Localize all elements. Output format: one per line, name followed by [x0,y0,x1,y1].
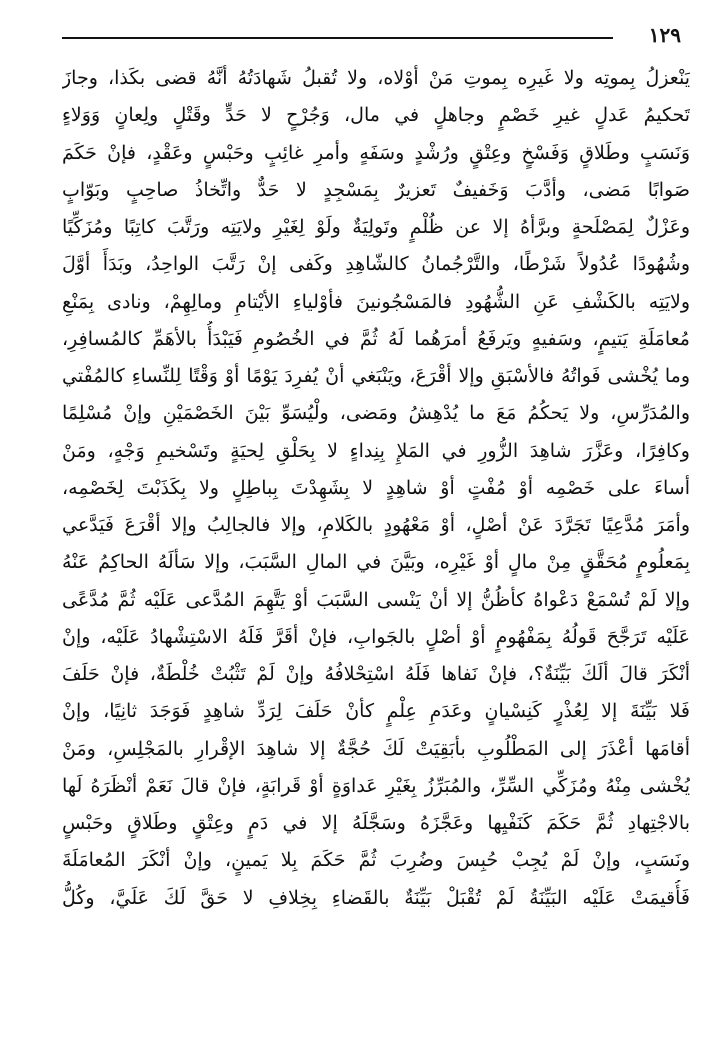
text-line: عَلَيْه تَرَجَّحَ قَولُهُ بِمَفْهُومٍ أوْ أصْلٍ بالجَوابِ، فإنْ أقَرَّ فَلَهُ الاسْتِشْهادُ عَلَيْه، وإنْ [62,625,690,648]
body-text [62,60,690,917]
text-line: تَحكيمُ عَدلٍ غيرِ خَصْمٍ وجاهلٍ في مال، وَجُرْحٍ لا حَدٍّ وقَتْلٍ ولِعانٍ وَوَلاءٍ [62,104,690,127]
text-line: وكافِرًا، وعَزَّرَ شاهِدَ الزُّورِ في المَلإِ بِنِداءٍ لا بِحَلْقِ لِحيَةٍ وتَسْخيمِ وَجْهٍ، ومَنْ [62,439,690,462]
text-line: وأمَرَ مُدَّعِيًا تَجَرَّدَ عَنْ أصْلٍ، أوْ مَعْهُودٍ بالكَلامِ، وإلا فالجالِبُ وإلا أقْرَعَ فَيَدَّعي [62,514,690,536]
text-line: وعَزْلٌ لِمَصْلَحةٍ وبرَّأهُ إلا عن ظُلْمٍ وتَولِيَةٌ ولَوْ لِغَيْرِ ولايَتِه ورَتَّبَ كاتِبًا ومُزَكِّيًا [62,216,690,238]
text-line: أقامَها أعْذَرَ إلى المَطْلُوبِ بأبَقِيَتْ لَكَ حُجَّةٌ إلا شاهِدَ الإقْرارِ بالمَجْلِسِ، ومَنْ [62,737,690,760]
text-line: أنْكَرَ قالَ ألَكَ بَيِّنَةٌ؟، فإنْ نَفاها فَلَهُ اسْتِحْلافُهُ وإنْ لَمْ تَثْبُتْ خُلْطَةٌ، فإنْ حَلَفَ [62,663,690,685]
text-line: وَنَسَبٍ وطَلاقٍ وَفَسْخٍ وعِتْقٍ ورُشْدٍ وسَفَهٍ وأمرِ غائِبٍ وحَبْسٍ وعَقْدٍ، فإنْ حَكَمَ [62,141,690,164]
text-line: وشُهُودًا عُدُولاً شَرْطًا، والتَّرْجُمانُ كالشّاهِدِ وكَفى إنْ رَتَّبَ الواحِدُ، وبَدَأَ أوَّلَ [62,253,690,276]
text-line: بِمَعلُومٍ مُحَقَّقٍ مِنْ مالٍ أوْ غَيْرِه، وبَيَّنَ في المالِ السَّبَبَ، وإلا سَألَهُ الحاكِمُ عَنْهُ [62,551,690,574]
text-line: يَنْعزلُ بِموتِه ولا غَيرِه بِموتِ مَنْ أوْلاه، ولا تُقبلُ شَهادَتُهُ أنَّهُ قضى بكَذا، وجازَ [62,67,690,89]
text-line: فَأُقيمَتْ عَلَيْه البَيِّنَةُ لَمْ تُقْبَلْ بَيِّنَةٌ بالقَضاءِ بِخِلافِ لا حَقَّ لَكَ عَلَيَّ، وكُلُّ [62,886,690,909]
text-line: أساءَ على خَصْمِه أوْ مُفْتٍ أوْ شاهِدٍ لا بِشَهِدْتَ بِباطِلٍ ولا بِكَذَبْتَ لِخَصْمِه، [62,476,690,499]
text-line: مُعامَلَةِ يَتيمٍ، وسَفيهٍ ويَرفَعُ أمرَهُما لَهُ ثُمَّ في الخُصُومِ فَيَبْدَأُ بالأهَمِّ كالمُسافِرِ، [62,327,690,350]
header-rule [62,37,613,39]
text-line: صَوابًا مَضى، وأدَّبَ وَخَفيفٌ تَعزيرٌ بِمَسْجِدٍ لا حَدٌّ واتِّخاذُ صاحِبٍ وبَوّابٍ [62,178,690,201]
text-line: ولايَتِه بالكَشْفِ عَنِ الشُّهُودِ فالمَسْجُونينَ فأوْلياءِ الأيْتامِ ومالِهِمْ، ونادى بِمَنْعِ [62,290,690,313]
text-line: وإلا لَمْ تُسْمَعْ دَعْواهُ كأظُنُّ إلا أنْ يَنْسى السَّبَبَ أوْ يَتَّهِمَ المُدَّعى عَلَيْه ثُمَّ مُدَّعًى [62,588,690,611]
text-line: والمُدَرِّسِ، ولا يَحكُمُ مَعَ ما يُدْهِشُ ومَضى، ولْيُسَوِّ بَيْنَ الخَصْمَيْنِ وإنْ مُسْلِمًا [62,402,690,425]
text-line: وما يُخْشى فَواتُهُ فالأسْبَقِ وإلا أقْرَعَ، ويَنْبَغي أنْ يُفرِدَ يَوْمًا أوْ وَقْتًا لِلنِّساءِ كالمُفْتي [62,365,690,387]
page-header [62,24,685,48]
text-line: بالاجْتِهادِ ثُمَّ حَكَمَ كَنَفْيِها وعَجَّزَهُ وسَجَّلَهُ إلا في دَمٍ وعِتْقٍ وطَلاقٍ وحَبْسٍ [62,812,690,834]
text-line: ونَسَبٍ، وإنْ لَمْ يُجِبْ حُبِسَ وضُرِبَ ثُمَّ حَكَمَ بِلا يَمينٍ، وإنْ أنْكَرَ المُعامَلَةَ [62,849,690,872]
text-line: فَلا بَيِّنَةَ إلا لِعُذْرٍ كَنِسْيانٍ وعَدَمِ عِلْمٍ كأنْ حَلَفَ لِرَدِّ شاهِدٍ فَوَجَدَ ثانِيًا، وإنْ [62,700,690,723]
page-number: ١٢٩ [648,23,681,47]
text-line: يُخْشى مِنْهُ ومُزَكِّي السِّرِّ، والمُبَرِّزُ بِغَيْرِ عَداوَةٍ أوْ قَرابَةٍ، فإنْ قالَ نَعَمْ أنْظَرَهُ لَها [62,774,690,797]
